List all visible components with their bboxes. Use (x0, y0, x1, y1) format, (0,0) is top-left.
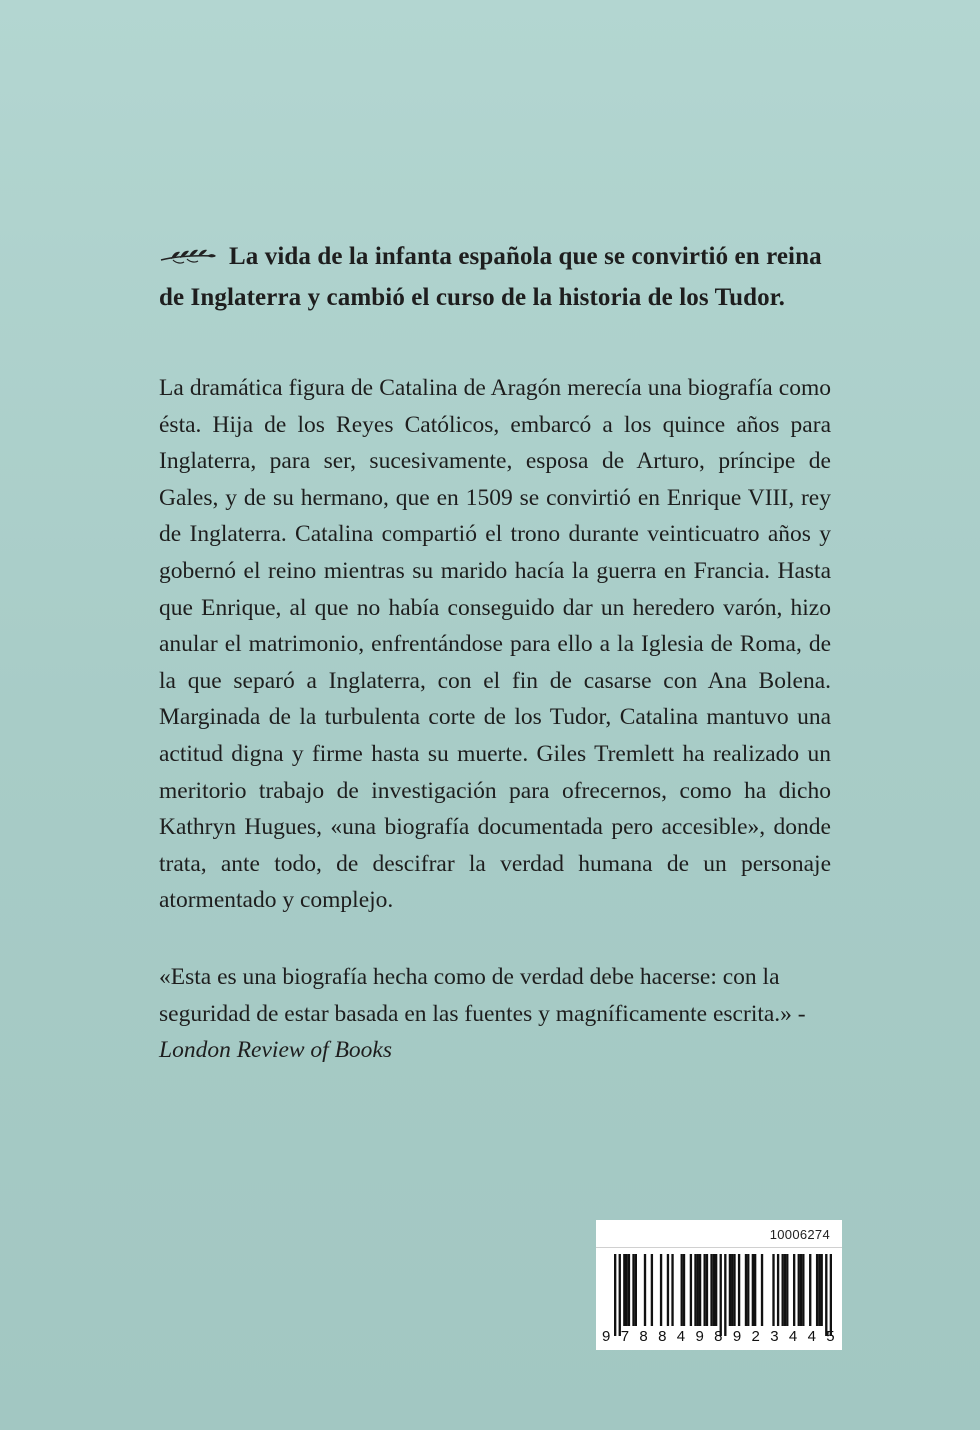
barcode-bar (802, 1254, 804, 1326)
barcode-bar (681, 1254, 683, 1326)
barcode-bar (784, 1254, 786, 1326)
barcode-bar (800, 1254, 802, 1326)
isbn-digit: 2 (751, 1328, 762, 1345)
barcode-bar (671, 1254, 673, 1326)
barcode-bar (713, 1254, 715, 1326)
barcode-bar (809, 1254, 811, 1326)
quote-source: London Review of Books (159, 1037, 393, 1064)
isbn-digit: 8 (639, 1328, 650, 1345)
barcode-bar (745, 1254, 747, 1326)
barcode-bar (667, 1254, 669, 1326)
fleuron-icon (159, 244, 217, 266)
isbn-digit: 9 (602, 1328, 612, 1345)
barcode-bar (699, 1254, 701, 1326)
barcode-label (596, 1220, 842, 1350)
isbn-digit: 8 (658, 1328, 668, 1345)
barcode-bar (793, 1254, 795, 1326)
barcode-bar (830, 1254, 832, 1336)
barcode-bar (782, 1254, 784, 1326)
synopsis-paragraph: La dramática figura de Catalina de Aragón merecía una biografía como ésta. Hija de los Reyes Católicos, embarcó a los quince años para Inglaterra, para ser, sucesivamente, esposa de Arturo, príncipe de Gales, y de su hermano, que en 1509 se convirtió en Enrique VIII, rey de Inglaterra. Catalina compartió el trono durante veinticuatro años y gobernó el reino mientras su marido hacía la guerra en Francia. Hasta que Enrique, al que no había conseguido dar un heredero varón, hizo anular el matrimonio, enfrentándose para ello a la Iglesia de Roma, de la que separó a Inglaterra, con el fin de casarse con Ana Bolena. Marginada de la turbulenta corte de los Tudor, Catalina mantuvo una actitud digna y firme hasta su muerte. Giles Tremlett ha realizado un meritorio trabajo de investigación para ofrecernos, como ha dicho Kathryn Hugues, «una biografía documentada pero accesible», donde trata, ante todo, de descifrar la verdad humana de un personaje atormentado y complejo. (159, 375, 831, 914)
barcode-bar (729, 1254, 731, 1326)
barcode-bar (752, 1254, 754, 1326)
barcode-bar (628, 1254, 630, 1326)
back-cover-text (159, 236, 831, 1069)
barcode-bar (798, 1254, 800, 1326)
barcode-bar (644, 1254, 646, 1326)
barcode-bar (690, 1254, 692, 1326)
barcode-bar (715, 1254, 717, 1326)
barcode-bar (747, 1254, 749, 1326)
barcode-bar (816, 1254, 818, 1326)
barcode-bar (818, 1254, 820, 1326)
isbn-digit: 8 (714, 1328, 724, 1345)
barcode-bar (724, 1254, 726, 1336)
barcode-divider (596, 1247, 842, 1248)
review-quote (159, 959, 831, 1069)
barcode-bar (623, 1254, 625, 1326)
barcode-bar (625, 1254, 627, 1326)
barcode-bar (720, 1254, 722, 1336)
barcode-bars (614, 1254, 832, 1336)
barcode-bar (786, 1254, 788, 1326)
isbn-digit: 7 (620, 1328, 631, 1345)
barcode-bar (706, 1254, 708, 1326)
barcode-bar (761, 1254, 763, 1326)
barcode-bar (738, 1254, 740, 1326)
barcode-bar (614, 1254, 616, 1336)
barcode-bar (777, 1254, 779, 1326)
isbn-digit: 4 (676, 1328, 687, 1345)
isbn-digit: 4 (788, 1328, 799, 1345)
barcode-bar (731, 1254, 733, 1326)
barcode-bar (754, 1254, 756, 1326)
isbn-digit: 9 (732, 1328, 743, 1345)
barcode-bar (821, 1254, 823, 1326)
barcode-bar (710, 1254, 712, 1326)
isbn-digit: 4 (807, 1328, 818, 1345)
barcode-bar (825, 1254, 827, 1336)
isbn-digits (602, 1328, 836, 1345)
barcode-bar (772, 1254, 774, 1326)
barcode-bar (683, 1254, 685, 1326)
barcode-bar (694, 1254, 696, 1326)
quote-text: «Esta es una biografía hecha como de verdad debe hacerse: con la seguridad de estar basada en las fuentes y magníficamente escrita.» - (159, 963, 806, 1027)
barcode-bar (697, 1254, 699, 1326)
barcode-bar (635, 1254, 637, 1326)
barcode-bar (632, 1254, 634, 1326)
lead-text: La vida de la infanta española que se convirtió en reina de Inglaterra y cambió el curso de la historia de los Tudor. (159, 243, 822, 311)
barcode-bar (651, 1254, 653, 1326)
lead-paragraph (159, 236, 831, 318)
barcode-code: 10006274 (769, 1227, 830, 1242)
isbn-digit: 5 (826, 1328, 836, 1345)
barcode-bar (703, 1254, 705, 1326)
isbn-digit: 3 (770, 1328, 780, 1345)
isbn-digit: 9 (695, 1328, 706, 1345)
barcode-bar (733, 1254, 735, 1326)
barcode-bar (619, 1254, 621, 1336)
barcode-bar (660, 1254, 662, 1326)
